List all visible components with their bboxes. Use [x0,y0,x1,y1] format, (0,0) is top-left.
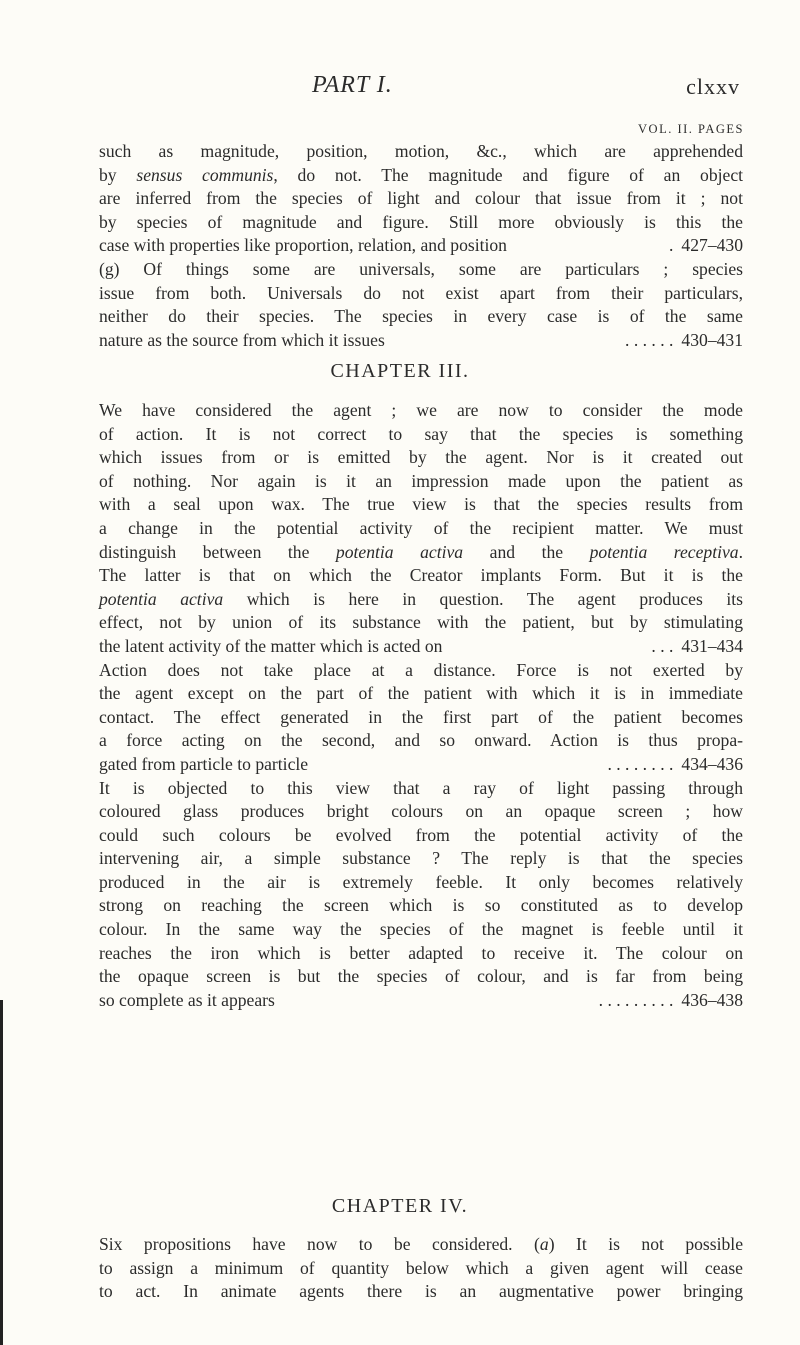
text-run: issue from both. Universals do not exist apart from their particulars, [99,282,743,303]
text-run: neither do their species. The species in every case is of the same [99,306,743,327]
text-line [99,1233,743,1257]
text-run: such as magnitude, position, motion, &c., which are apprehended [99,141,743,161]
text-line [99,164,743,188]
text-run: The latter is that on which the Creator implants Form. But it is the [99,565,743,586]
chapter-heading: CHAPTER III. [330,360,470,382]
text-run: (g) Of things some are universals, some are particulars ; species [99,258,743,279]
text-line [99,824,743,848]
text-run: could such colours be evolved from the potential activity of the [99,824,743,845]
text-run: reaches the iron which is better adapted to receive it. The colour on [99,942,743,963]
text-run: Six propositions have now to be considered. ( [99,1234,540,1254]
text-line [99,140,743,164]
text-line [99,258,743,282]
text-line [99,729,743,753]
text-run: by [99,164,137,185]
text-line [99,305,743,329]
text-run: , do not. The magnitude and figure of an object [273,164,744,185]
italic-term: a [539,1234,549,1254]
text-line [99,894,743,918]
italic-term: potentia receptiva [589,541,739,562]
text-run: strong on reaching the screen which is so constituted as to develop [99,895,743,916]
text-run: . [738,541,743,562]
text-run: the agent except on the part of the patient with which it is in immediate [99,683,743,704]
text-run: distinguish between the [99,541,336,562]
section-text [99,140,743,352]
chapter-4-text [99,1233,743,1304]
text-line [99,187,743,211]
text-run: with a seal upon wax. The true view is that the species results from [99,494,743,515]
text-line [99,493,743,517]
text-line [99,611,743,635]
text-run: produced in the air is extremely feeble. It only becomes relatively [99,871,743,892]
line-text: so complete as it appears [99,989,275,1010]
text-line [99,282,743,306]
text-line-with-page-ref [99,234,743,258]
text-line [99,541,743,565]
text-run: of nothing. Nor again is it an impression made upon the patient as [99,470,743,491]
text-run: It is objected to this view that a ray of light passing through [99,777,743,798]
text-line [99,588,743,612]
text-line [99,399,743,423]
text-run: a change in the potential activity of the recipient matter. We must [99,517,743,538]
text-line [99,564,743,588]
text-line-with-page-ref [99,989,743,1013]
page-reference: 430–431 [681,329,743,350]
text-line [99,965,743,989]
text-line [99,659,743,683]
text-run: to assign a minimum of quantity below which a given agent will cease [99,1257,743,1278]
page-reference: 431–434 [681,635,743,656]
text-run: We have considered the agent ; we are now to consider the mode [99,400,743,420]
text-line [99,470,743,494]
text-run: a force acting on the second, and so onward. Action is thus propa- [99,730,743,751]
italic-term: potentia activa [99,588,224,609]
leader-dots: . [669,235,674,256]
italic-term: potentia activa [335,541,464,562]
text-line [99,871,743,895]
part-title: PART I. [312,72,393,98]
text-run: and the [463,541,590,562]
text-line [99,777,743,801]
text-line [99,942,743,966]
text-run: Action does not take place at a distance. Force is not exerted by [99,659,743,680]
text-line [99,918,743,942]
text-line [99,1257,743,1281]
text-run: colour. In the same way the species of the magnet is feeble until it [99,919,743,940]
text-line-with-page-ref [99,753,743,777]
text-run: which issues from or is emitted by the agent. Nor is it created out [99,447,743,468]
text-run: to act. In animate agents there is an augmentative power bringing [99,1281,743,1302]
line-text: the latent activity of the matter which is acted on [99,635,443,656]
page-edge [0,1000,3,1345]
chapter-heading: CHAPTER IV. [331,1195,469,1217]
text-run: contact. The effect generated in the first part of the patient becomes [99,706,743,727]
text-line [99,847,743,871]
text-line [99,800,743,824]
text-run: which is here in question. The agent produces its [223,588,743,609]
text-line [99,211,743,235]
text-line-with-page-ref [99,329,743,353]
leader-dots: . . . . . . . . [607,753,674,774]
text-line [99,423,743,447]
leader-dots: . . . . . . . . . [598,989,674,1010]
page-number: clxxv [686,74,740,99]
page-reference: 436–438 [681,989,743,1010]
line-text: gated from particle to particle [99,753,309,774]
leader-dots: . . . . . . [625,329,674,350]
chapter-3-text [99,399,743,1012]
italic-term: sensus communis [136,164,274,185]
text-line [99,682,743,706]
volume-pages-label: VOL. II. PAGES [638,122,744,136]
text-line [99,1280,743,1304]
text-line [99,706,743,730]
text-run: coloured glass produces bright colours on an opaque screen ; how [99,801,743,822]
line-text: case with properties like proportion, relation, and position [99,235,507,256]
text-run: ) It is not possible [548,1234,743,1254]
text-line-with-page-ref [99,635,743,659]
text-run: are inferred from the species of light and colour that issue from it ; not [99,188,743,209]
page-reference: 434–436 [681,753,743,774]
line-text: nature as the source from which it issues [99,329,385,350]
page-reference: 427–430 [681,235,743,256]
text-line [99,446,743,470]
text-run: by species of magnitude and figure. Still more obviously is this the [99,211,743,232]
text-line [99,517,743,541]
text-run: effect, not by union of its substance with the patient, but by stimulating [99,612,743,633]
text-run: the opaque screen is but the species of colour, and is far from being [99,966,743,987]
text-run: intervening air, a simple substance ? The reply is that the species [99,848,743,869]
leader-dots: . . . [651,635,674,656]
running-header [0,72,800,112]
text-run: of action. It is not correct to say that the species is something [99,423,743,444]
